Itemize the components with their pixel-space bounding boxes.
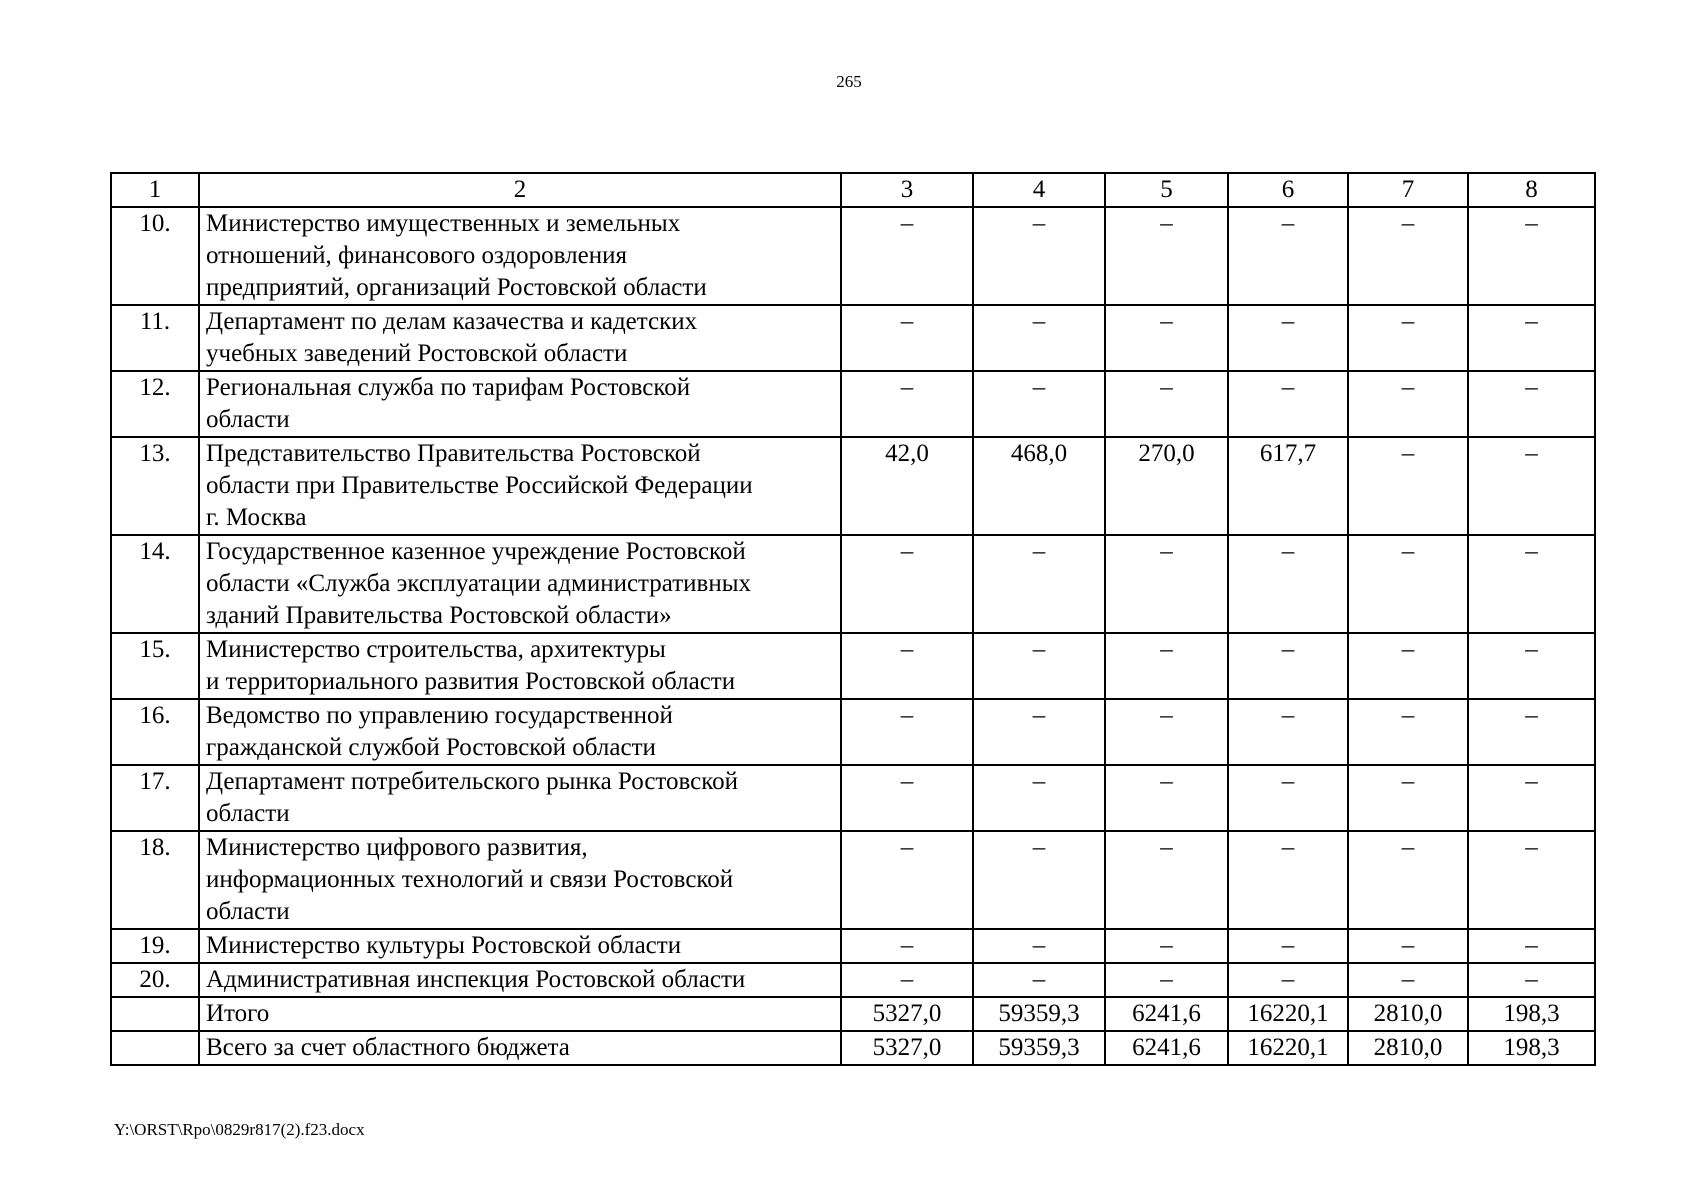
value-cell-col6: 16220,1 [1228,1031,1348,1065]
row-number-cell: 12. [111,371,199,437]
value-cell-col8: – [1468,633,1595,699]
value-cell-col4: – [973,633,1105,699]
organization-name-cell [199,929,841,963]
value-cell-col7: – [1348,207,1468,305]
value-cell-col4: 59359,3 [973,997,1105,1031]
header-cell: 5 [1105,173,1228,207]
value-cell-col8: – [1468,929,1595,963]
organization-name-cell [199,997,841,1031]
table-row [111,437,1595,535]
value-cell-col5: – [1105,963,1228,997]
table-row [111,765,1595,831]
value-cell-col4: – [973,929,1105,963]
organization-name-line: г. Москва [206,504,307,531]
value-cell-col8: – [1468,305,1595,371]
organization-name-line: отношений, финансового оздоровления [206,242,627,269]
row-number-cell [111,997,199,1031]
organization-name-line: информационных технологий и связи Ростовской [206,866,734,893]
header-cell: 6 [1228,173,1348,207]
organization-name-cell [199,699,841,765]
organization-name-cell [199,963,841,997]
value-cell-col7: 2810,0 [1348,1031,1468,1065]
header-cell: 4 [973,173,1105,207]
value-cell-col5: – [1105,633,1228,699]
value-cell-col4: 468,0 [973,437,1105,535]
table-row [111,371,1595,437]
value-cell-col6: 16220,1 [1228,997,1348,1031]
value-cell-col3: – [841,765,973,831]
row-number-cell [111,1031,199,1065]
value-cell-col5: – [1105,929,1228,963]
value-cell-col6: – [1228,305,1348,371]
organization-name-line: области [206,406,290,433]
value-cell-col3: – [841,633,973,699]
value-cell-col7: – [1348,831,1468,929]
organization-name-line: Всего за счет областного бюджета [206,1034,570,1061]
value-cell-col3: – [841,305,973,371]
organization-name-line: гражданской службой Ростовской области [206,734,656,761]
value-cell-col8: – [1468,437,1595,535]
table-row [111,1031,1595,1065]
organization-name-line: Департамент потребительского рынка Ростовской [206,768,739,795]
organization-name-cell [199,831,841,929]
value-cell-col4: – [973,699,1105,765]
row-number-cell: 13. [111,437,199,535]
value-cell-col7: – [1348,765,1468,831]
value-cell-col8: – [1468,963,1595,997]
organization-name-line: Региональная служба по тарифам Ростовской [206,374,691,401]
value-cell-col4: – [973,371,1105,437]
row-number-cell: 14. [111,535,199,633]
value-cell-col8: – [1468,207,1595,305]
organization-name-line: Административная инспекция Ростовской области [206,966,746,993]
value-cell-col3: – [841,831,973,929]
table-row [111,831,1595,929]
value-cell-col6: – [1228,831,1348,929]
value-cell-col8: – [1468,535,1595,633]
value-cell-col3: – [841,929,973,963]
value-cell-col4: – [973,305,1105,371]
value-cell-col6: 617,7 [1228,437,1348,535]
value-cell-col7: – [1348,929,1468,963]
row-number-cell: 17. [111,765,199,831]
organization-name-line: зданий Правительства Ростовской области» [206,602,672,629]
value-cell-col8: – [1468,831,1595,929]
value-cell-col5: 6241,6 [1105,1031,1228,1065]
organization-name-cell [199,437,841,535]
organization-name-line: Итого [206,1000,270,1027]
value-cell-col6: – [1228,765,1348,831]
value-cell-col5: – [1105,765,1228,831]
organization-name-line: Ведомство по управлению государственной [206,702,673,729]
value-cell-col8: – [1468,699,1595,765]
value-cell-col8: 198,3 [1468,997,1595,1031]
value-cell-col3: – [841,535,973,633]
value-cell-col7: – [1348,535,1468,633]
value-cell-col4: – [973,963,1105,997]
value-cell-col3: – [841,207,973,305]
page-number: 265 [836,72,862,91]
value-cell-col7: – [1348,371,1468,437]
header-cell: 2 [199,173,841,207]
organization-name-line: Министерство имущественных и земельных [206,210,681,237]
organization-name-cell [199,765,841,831]
value-cell-col3: – [841,963,973,997]
value-cell-col7: – [1348,963,1468,997]
table-row [111,207,1595,305]
table-row [111,997,1595,1031]
table-row [111,633,1595,699]
organization-name-line: учебных заведений Ростовской области [206,340,628,367]
value-cell-col8: – [1468,765,1595,831]
organization-name-line: Министерство культуры Ростовской области [206,932,682,959]
header-cell: 3 [841,173,973,207]
value-cell-col8: – [1468,371,1595,437]
organization-name-cell [199,1031,841,1065]
value-cell-col4: 59359,3 [973,1031,1105,1065]
footer-file-path: Y:\ORST\Rpo\0829r817(2).f23.docx [114,1120,365,1139]
value-cell-col5: – [1105,371,1228,437]
organization-name-line: Министерство цифрового развития, [206,834,588,861]
row-number-cell: 16. [111,699,199,765]
value-cell-col6: – [1228,633,1348,699]
organization-name-cell [199,633,841,699]
organization-name-line: области «Служба эксплуатации административных [206,570,752,597]
budget-table [110,172,1596,1066]
row-number-cell: 19. [111,929,199,963]
table-row [111,699,1595,765]
organization-name-line: предприятий, организаций Ростовской области [206,274,707,301]
value-cell-col6: – [1228,535,1348,633]
table-header-row [111,173,1595,207]
value-cell-col5: 6241,6 [1105,997,1228,1031]
value-cell-col4: – [973,831,1105,929]
row-number-cell: 10. [111,207,199,305]
value-cell-col3: 5327,0 [841,997,973,1031]
value-cell-col5: 270,0 [1105,437,1228,535]
organization-name-line: области при Правительстве Российской Федерации [206,472,753,499]
header-cell: 8 [1468,173,1595,207]
value-cell-col6: – [1228,929,1348,963]
value-cell-col5: – [1105,305,1228,371]
value-cell-col6: – [1228,963,1348,997]
value-cell-col7: – [1348,699,1468,765]
organization-name-cell [199,535,841,633]
value-cell-col3: 5327,0 [841,1031,973,1065]
organization-name-cell [199,305,841,371]
value-cell-col7: – [1348,633,1468,699]
row-number-cell: 18. [111,831,199,929]
organization-name-line: и территориального развития Ростовской области [206,668,736,695]
organization-name-cell [199,207,841,305]
value-cell-col5: – [1105,699,1228,765]
organization-name-line: Представительство Правительства Ростовской [206,440,701,467]
organization-name-line: Департамент по делам казачества и кадетских [206,308,698,335]
header-cell: 1 [111,173,199,207]
organization-name-line: области [206,898,290,925]
organization-name-line: области [206,800,290,827]
row-number-cell: 15. [111,633,199,699]
value-cell-col5: – [1105,535,1228,633]
table-row [111,963,1595,997]
table-row [111,305,1595,371]
value-cell-col7: – [1348,305,1468,371]
value-cell-col7: – [1348,437,1468,535]
header-cell: 7 [1348,173,1468,207]
value-cell-col3: – [841,371,973,437]
organization-name-line: Государственное казенное учреждение Ростовской [206,538,746,565]
value-cell-col6: – [1228,371,1348,437]
value-cell-col6: – [1228,699,1348,765]
value-cell-col6: – [1228,207,1348,305]
value-cell-col8: 198,3 [1468,1031,1595,1065]
row-number-cell: 11. [111,305,199,371]
table-row [111,535,1595,633]
value-cell-col5: – [1105,207,1228,305]
organization-name-cell [199,371,841,437]
value-cell-col4: – [973,535,1105,633]
value-cell-col3: – [841,699,973,765]
value-cell-col4: – [973,765,1105,831]
table-row [111,929,1595,963]
organization-name-line: Министерство строительства, архитектуры [206,636,666,663]
value-cell-col5: – [1105,831,1228,929]
value-cell-col7: 2810,0 [1348,997,1468,1031]
value-cell-col3: 42,0 [841,437,973,535]
value-cell-col4: – [973,207,1105,305]
row-number-cell: 20. [111,963,199,997]
